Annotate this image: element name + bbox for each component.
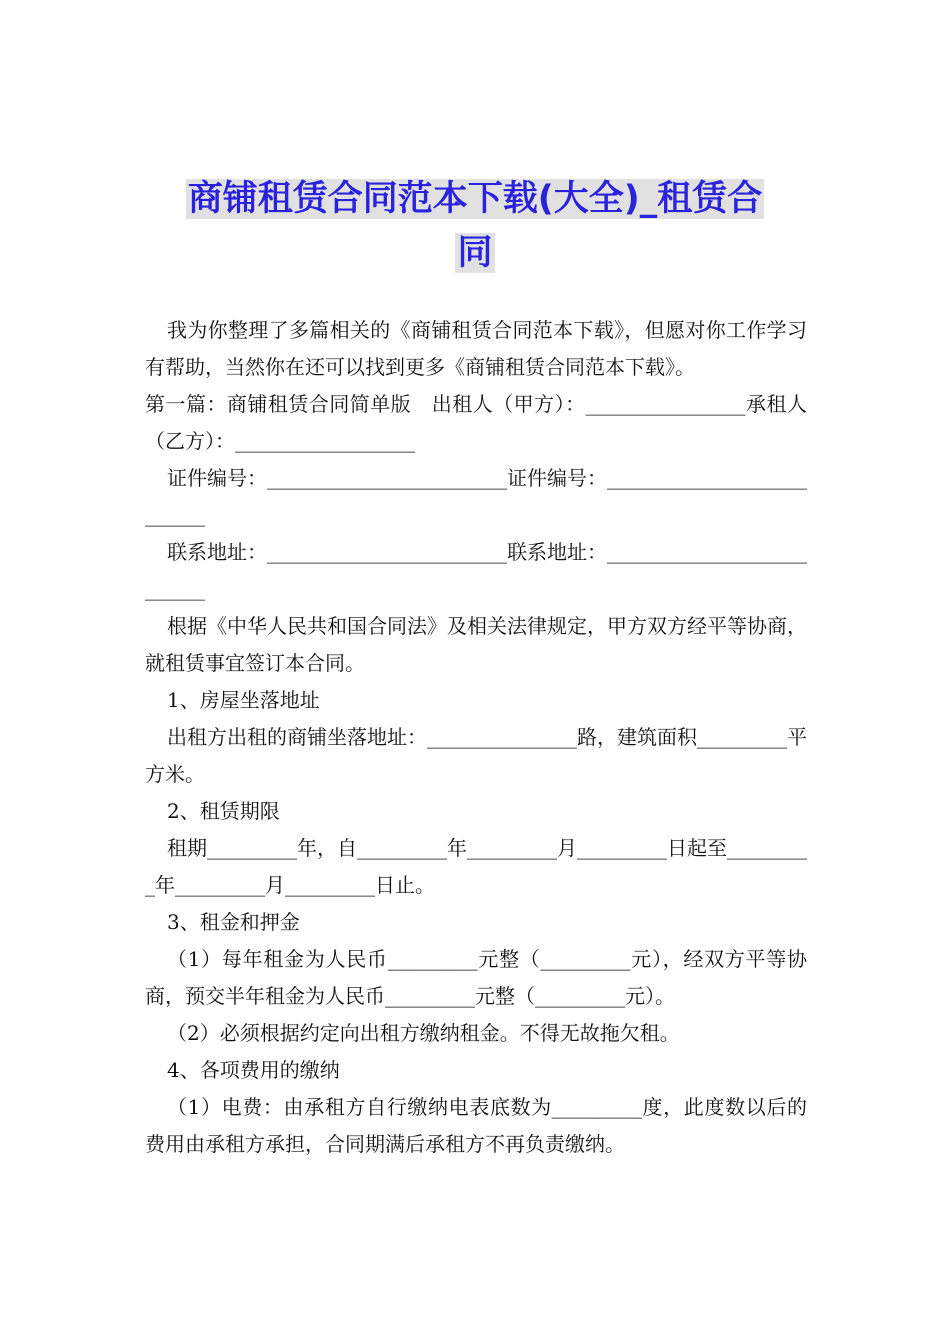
address-line: 联系地址：________________________联系地址：__________________________ [145, 540, 807, 601]
section-heading-2: 2、租赁期限 [167, 799, 280, 823]
intro-paragraph: 我为你整理了多篇相关的《商铺租赁合同范本下载》，但愿对你工作学习有帮助，当然你在还可以找到更多《商铺租赁合同范本下载》。 [145, 318, 807, 379]
title-line-1: 商铺租赁合同范本下载(大全)_租赁合 [187, 179, 763, 219]
section-3-paragraph-2: （2）必须根据约定向出租方缴纳租金。不得无故拖欠租。 [167, 1021, 680, 1045]
section-1-paragraph: 出租方出租的商铺坐落地址：_______________路，建筑面积_________平方米。 [145, 725, 807, 786]
basis-paragraph: 根据《中华人民共和国合同法》及相关法律规定，甲方双方经平等协商，就租赁事宜签订本合同。 [145, 614, 807, 675]
document-body [145, 312, 807, 1163]
id-number-line: 证件编号：________________________证件编号：__________________________ [145, 466, 807, 527]
parties-line: 第一篇：商铺租赁合同简单版 出租人（甲方）：________________承租人（乙方）：__________________ [145, 392, 807, 453]
section-heading-3: 3、租金和押金 [167, 910, 300, 934]
section-4-paragraph-1: （1）电费：由承租方自行缴纳电表底数为_________度，此度数以后的费用由承租方承担，合同期满后承租方不再负责缴纳。 [145, 1095, 807, 1156]
section-heading-1: 1、房屋坐落地址 [167, 688, 320, 712]
title-line-2: 同 [457, 233, 493, 273]
document-title [150, 172, 800, 280]
section-2-paragraph: 租期_________年，自_________年_________月_________日起至_________年_________月_________日止。 [145, 836, 807, 897]
section-heading-4: 4、各项费用的缴纳 [167, 1058, 340, 1082]
section-3-paragraph-1: （1）每年租金为人民币_________元整（_________元），经双方平等协商，预交半年租金为人民币_________元整（_________元）。 [145, 947, 807, 1008]
